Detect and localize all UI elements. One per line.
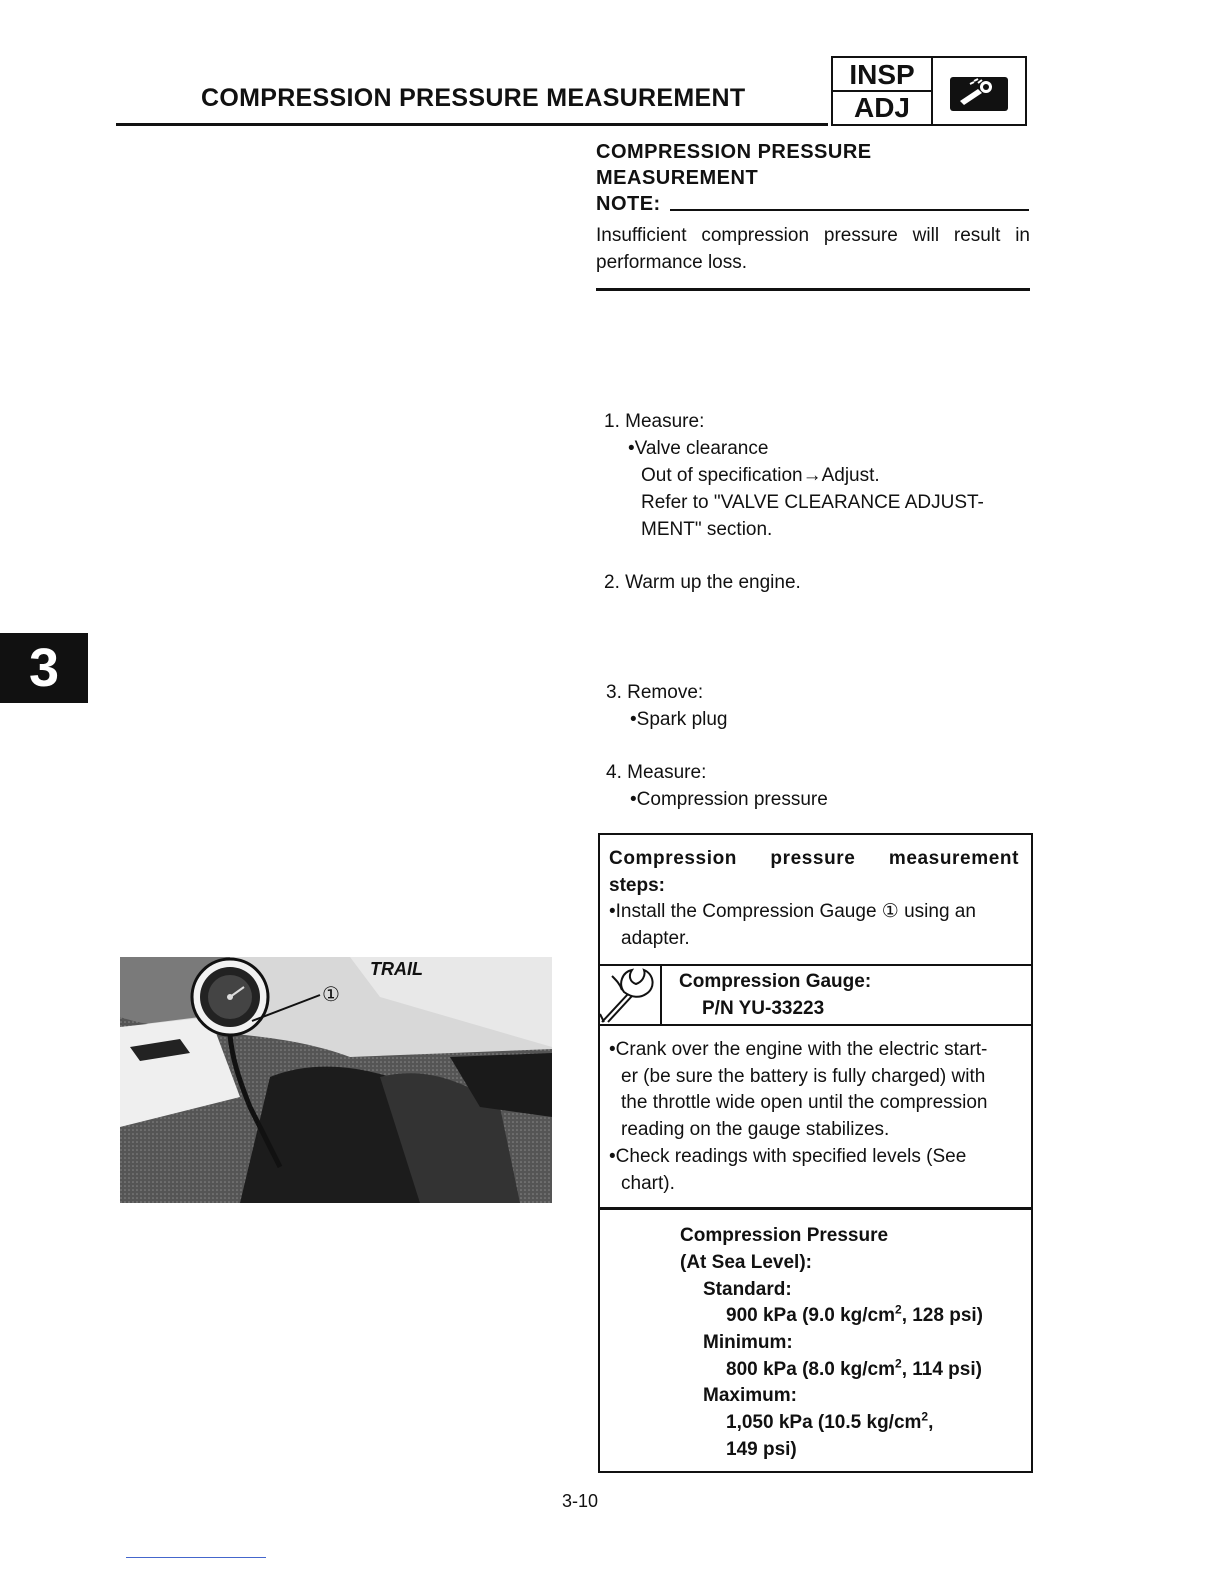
section-badge [831,56,1027,126]
procedure-bullet-line: adapter. [621,928,690,949]
special-tool-icon [598,966,662,1024]
tool-name: Compression Gauge: [679,971,872,992]
badge-adj: ADJ [833,92,933,124]
chapter-tab: 3 [0,633,88,703]
step-number: 4. [606,762,622,783]
step-4 [606,759,706,786]
procedure-bullet-line: the throttle wide open until the compression [621,1092,988,1113]
note-rule [670,209,1029,211]
spec-maximum-label: Maximum: [703,1385,797,1406]
step-2 [604,569,801,596]
step-1-item: MENT" section. [641,519,773,540]
step-action: Warm up the engine. [625,572,801,593]
procedure-bullet-line: •Check readings with specified levels (See [609,1146,967,1167]
step-1-item: •Valve clearance [628,438,769,459]
spec-minimum-label: Minimum: [703,1332,793,1353]
photo-callout-1: ① [322,982,340,1006]
step-1-item: Refer to "VALVE CLEARANCE ADJUST- [641,492,984,513]
step-number: 1. [604,411,620,432]
spec-divider [598,1207,1033,1210]
note-bottom-rule [596,288,1030,291]
page-title: COMPRESSION PRESSURE MEASUREMENT [201,84,746,112]
section-heading [596,139,872,191]
photo-brand-text: TRAIL [370,959,423,979]
section-heading-line1: COMPRESSION PRESSURE [596,141,872,163]
step-action: Remove: [627,682,704,703]
procedure-bullet-line: •Crank over the engine with the electric start- [609,1039,988,1060]
spec-title: Compression Pressure [680,1225,889,1246]
spec-maximum-value: 1,050 kPa (10.5 $kg/cm^2$, [726,1409,934,1433]
step-action: Measure: [627,762,707,783]
spec-standard-label: Standard: [703,1279,792,1300]
note-label: NOTE: [596,193,661,215]
step-3-item: •Spark plug [630,709,728,730]
footer-rule [126,1557,266,1558]
step-number: 3. [606,682,622,703]
tool-part-number: P/N YU-33223 [702,998,825,1019]
procedure-title: Compression pressure measurement [609,848,1019,869]
step-4-item: •Compression pressure [630,789,828,810]
step-3 [606,679,703,706]
spec-maximum-value-line2: 149 psi) [726,1439,797,1460]
gauge-photo [120,957,552,1203]
section-heading-line2: MEASUREMENT [596,167,759,189]
spec-minimum-value: 800 kPa (8.0 $kg/cm^2$, 114 psi) [726,1356,982,1380]
step-1-item: Out of specification→Adjust. [641,465,880,486]
step-1 [604,408,704,435]
wrench-gauge-icon [933,58,1025,124]
header-rule [116,123,828,126]
procedure-bullet-line: reading on the gauge stabilizes. [621,1119,890,1140]
procedure-bullet-line: er (be sure the battery is fully charged) with [621,1066,986,1087]
procedure-bullet-line: •Install the Compression Gauge ① using an [609,901,976,922]
spec-subtitle: (At Sea Level): [680,1252,812,1273]
badge-insp: INSP [833,58,933,92]
step-number: 2. [604,572,620,593]
spec-standard-value: 900 kPa (9.0 $kg/cm^2$, 128 psi) [726,1302,984,1326]
procedure-title-line2: steps: [609,875,665,896]
procedure-bullet-line: chart). [621,1173,675,1194]
page-number: 3-10 [562,1491,599,1511]
note-text: Insufficient compression pressure will result in performance loss. [596,225,1030,273]
step-action: Measure: [625,411,705,432]
